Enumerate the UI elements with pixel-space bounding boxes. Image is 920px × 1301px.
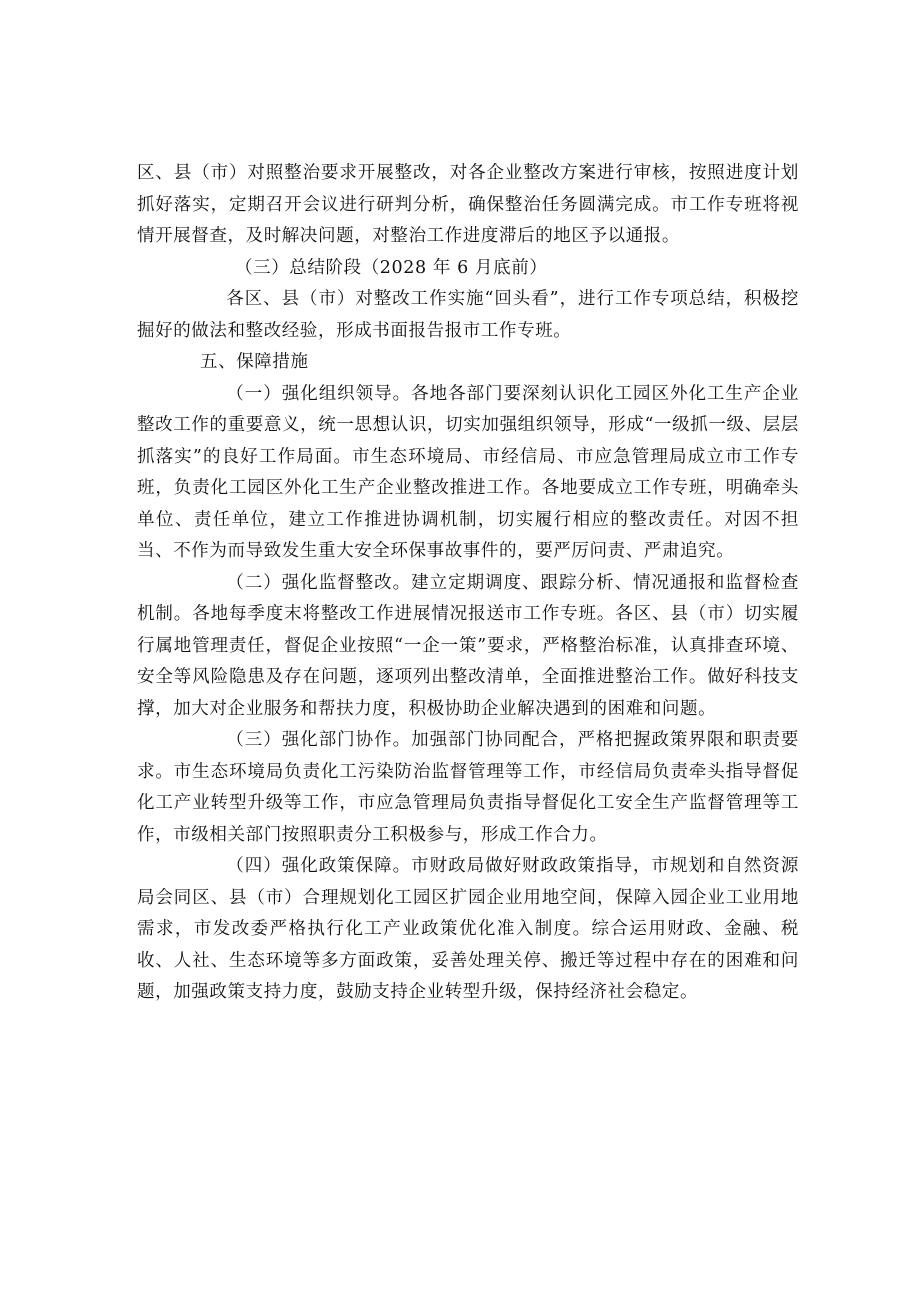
- paragraph-summary-stage: 各区、县（市）对整改工作实施“回头看”，进行工作专项总结，积极挖掘好的做法和整改经验，形成书面报告报市工作专班。: [137, 289, 799, 341]
- paragraph-department-collaboration: （三）强化部门协作。加强部门协同配合，严格把握政策界限和职责要求。市生态环境局负责化工污染防治监督管理等工作，市经信局负责牵头指导督促化工产业转型升级等工作，市应急管理局负责指导督促化工安全生产监督管理等工作，市级相关部门按照职责分工积极参与，形成工作合力。: [137, 730, 799, 845]
- heading-safeguard-measures: 五、保障措施: [200, 352, 309, 372]
- paragraph-organizational-leadership: （一）强化组织领导。各地各部门要深刻认识化工园区外化工生产企业整改工作的重要意义，统一思想认识，切实加强组织领导，形成“一级抓一级、层层抓落实”的良好工作局面。市生态环境局、市经信局、市应急管理局成立市工作专班，负责化工园区外化工生产企业整改推进工作。各地要成立工作专班，明确牵头单位、责任单位，建立工作推进协调机制，切实履行相应的整改责任。对因不担当、不作为而导致发生重大安全环保事故事件的，要严厉问责、严肃追究。: [137, 383, 799, 561]
- paragraph-supervision-rectification: （二）强化监督整改。建立定期调度、跟踪分析、情况通报和监督检查机制。各地每季度末将整改工作进展情况报送市工作专班。各区、县（市）切实履行属地管理责任，督促企业按照“一企一策”要求，严格整治标准，认真排查环境、安全等风险隐患及存在问题，逐项列出整改清单，全面推进整治工作。做好科技支撑，加大对企业服务和帮扶力度，积极协助企业解决遇到的困难和问题。: [137, 572, 799, 719]
- paragraph-rectification-continued: 区、县（市）对照整治要求开展整改，对各企业整改方案进行审核，按照进度计划抓好落实，定期召开会议进行研判分析，确保整治任务圆满完成。市工作专班将视情开展督查，及时解决问题，对整治工作进度滞后的地区予以通报。: [137, 163, 799, 246]
- paragraph-policy-support: （四）强化政策保障。市财政局做好财政政策指导，市规划和自然资源局会同区、县（市）合理规划化工园区扩园企业用地空间，保障入园企业工业用地需求，市发改委严格执行化工产业政策优化准入制度。综合运用财政、金融、税收、人社、生态环境等多方面政策，妥善处理关停、搬迁等过程中存在的困难和问题，加强政策支持力度，鼓励支持企业转型升级，保持经济社会稳定。: [137, 856, 799, 1002]
- document-page: [137, 158, 799, 1009]
- heading-summary-stage: （三）总结阶段（2028 年 6 月底前）: [235, 257, 548, 278]
